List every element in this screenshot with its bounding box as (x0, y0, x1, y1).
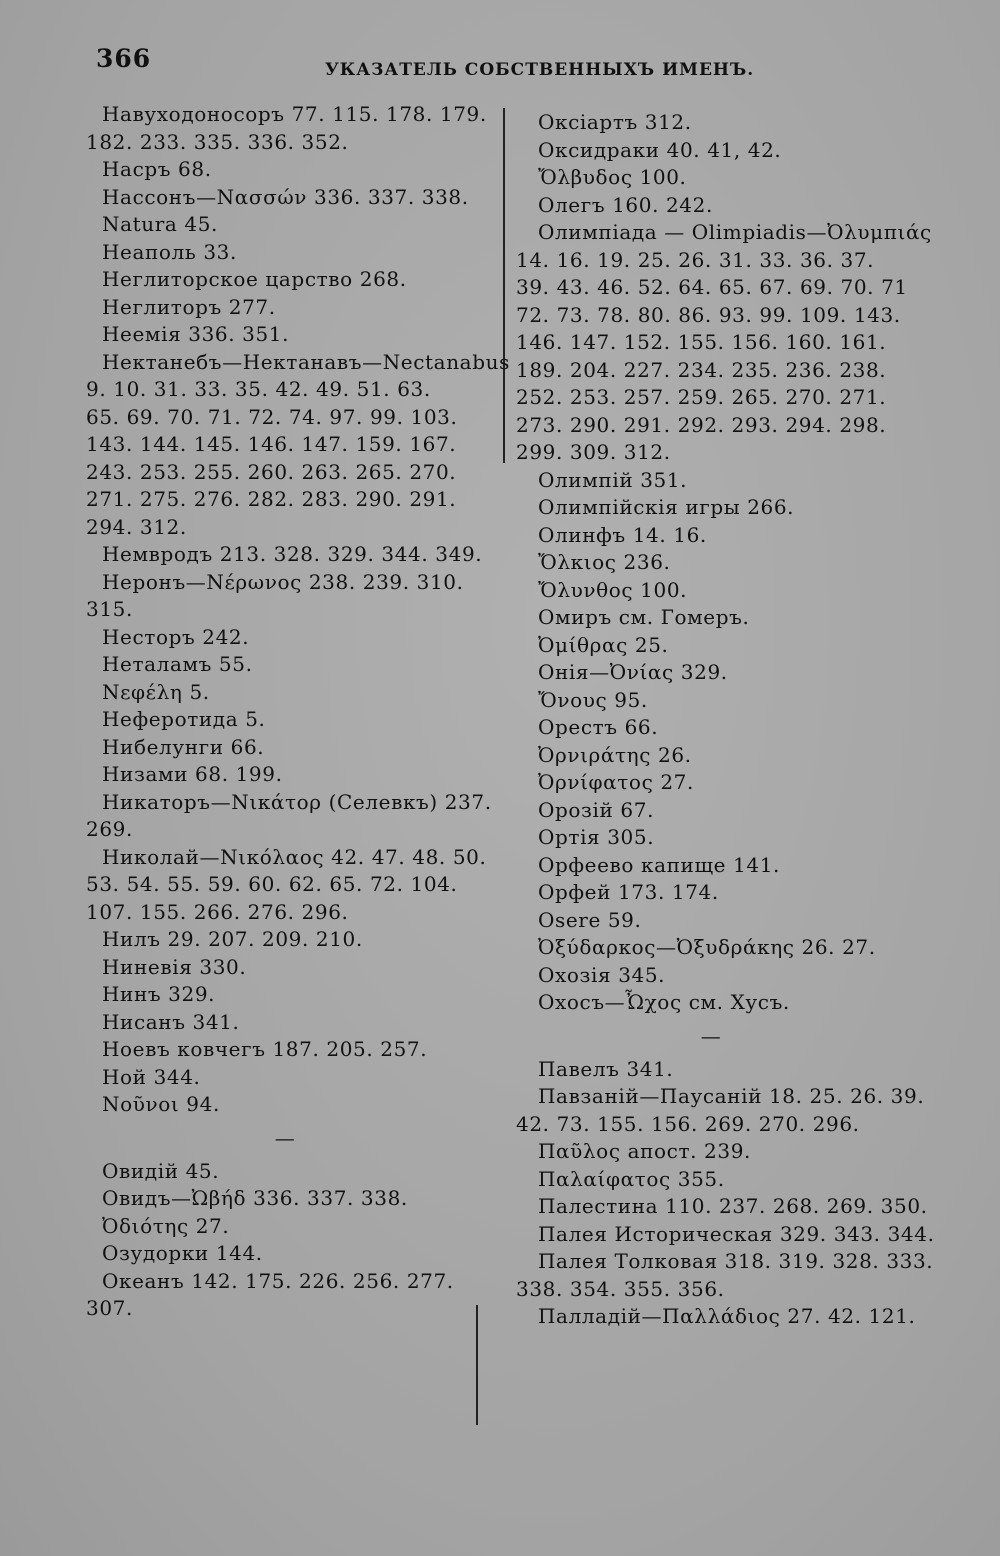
index-entry: Παῦλος апост. 239. (538, 1139, 751, 1163)
index-entry: Павелъ 341. (538, 1056, 674, 1081)
index-entry-continuation: 42. 73. 155. 156. 269. 270. 296. (516, 1111, 860, 1136)
index-entry: Ὄλκιος 236. (538, 550, 671, 574)
index-entry-continuation: 189. 204. 227. 234. 235. 236. 238. (516, 357, 887, 382)
index-entry: Омиръ см. Гомеръ. (538, 605, 750, 629)
index-entry: Палладій—Παλλάδιος 27. 42. 121. (538, 1304, 916, 1328)
index-entry: Олегъ 160. 242. (538, 192, 713, 217)
index-entry: Олимпіада — Olimpiadis—Ὀλυμπιάς (538, 220, 932, 244)
index-entry: Охосъ—Ὦχος см. Хусъ. (538, 990, 790, 1014)
index-entry-continuation: 14. 16. 19. 25. 26. 31. 33. 36. 37. (516, 247, 875, 272)
index-entry: Ὀξύδαρκος—Ὀξυδράκης 26. 27. (538, 935, 876, 959)
index-entry: Немвродъ 213. 328. 329. 344. 349. (102, 542, 483, 566)
index-entry: Олимпій 351. (538, 467, 688, 492)
index-entry: Ὀρνιράτης 26. (538, 742, 692, 767)
index-entry: Низами 68. 199. (102, 762, 283, 786)
index-entry: Неферотида 5. (102, 707, 266, 731)
index-entry: Ὄλυνθος 100. (538, 577, 688, 602)
index-entry: Ὀδιότης 27. (102, 1213, 230, 1238)
index-entry: Олинфъ 14. 16. (538, 522, 707, 547)
index-entry: Онія—Ὀνίας 329. (538, 660, 728, 684)
index-entry: Орфей 173. 174. (538, 880, 719, 904)
column-rule-lower (476, 1305, 478, 1425)
index-entry-continuation: 273. 290. 291. 292. 293. 294. 298. (516, 412, 887, 437)
index-entry: Овидъ—Ὠβήδ 336. 337. 338. (102, 1186, 408, 1210)
section-separator: — (700, 1023, 722, 1048)
index-entry: Неронъ—Νέρωνος 238. 239. 310. (102, 569, 464, 594)
index-entry: Оксіартъ 312. (538, 110, 692, 134)
index-entry: Озудорки 144. (102, 1241, 263, 1265)
index-entry-continuation: 294. 312. (86, 514, 187, 539)
index-entry-continuation: 72. 73. 78. 80. 86. 93. 99. 109. 143. (516, 302, 901, 327)
index-entry: Олимпійскія игры 266. (538, 495, 795, 519)
index-entry: Ной 344. (102, 1064, 201, 1089)
index-entry: Ὄλβυδος 100. (538, 165, 687, 189)
section-separator: — (274, 1125, 296, 1150)
index-entry: Νεφέλη 5. (102, 679, 210, 704)
index-entry-continuation: 146. 147. 152. 155. 156. 160. 161. (516, 330, 887, 354)
index-entry-continuation: 307. (86, 1296, 133, 1320)
index-entry: Ὀρνίφατος 27. (538, 770, 694, 794)
index-entry-continuation: 315. (86, 597, 133, 621)
index-entry: Никаторъ—Νικάτορ (Селевкъ) 237. (102, 789, 492, 814)
index-entry: Орфеево капище 141. (538, 852, 780, 877)
index-entry-continuation: 243. 253. 255. 260. 263. 265. 270. (86, 459, 457, 484)
index-entry: Неглиторъ 277. (102, 294, 276, 319)
index-entry-continuation: 299. 309. 312. (516, 440, 671, 464)
page-number: 366 (96, 44, 152, 73)
index-entry-continuation: 338. 354. 355. 356. (516, 1276, 725, 1301)
index-entry-continuation: 53. 54. 55. 59. 60. 62. 65. 72. 104. (86, 872, 458, 896)
index-entry: Океанъ 142. 175. 226. 256. 277. (102, 1268, 454, 1293)
index-entry: Неталамъ 55. (102, 652, 253, 676)
index-entry: Палея Историческая 329. 343. 344. (538, 1221, 935, 1246)
index-entry: Нибелунги 66. (102, 734, 265, 759)
index-entry: Палея Толковая 318. 319. 328. 333. (538, 1249, 934, 1273)
index-entry: Неглиторское царство 268. (102, 267, 407, 291)
index-entry: Насръ 68. (102, 157, 212, 181)
index-entry: Орестъ 66. (538, 715, 659, 739)
index-entry-continuation: 182. 233. 335. 336. 352. (86, 129, 349, 154)
index-entry: Ортія 305. (538, 825, 655, 849)
index-entry-continuation: 39. 43. 46. 52. 64. 65. 67. 69. 70. 71 (516, 275, 908, 299)
index-entry: Natura 45. (102, 212, 218, 236)
index-entry: Нинъ 329. (102, 982, 216, 1006)
index-entry-continuation: 143. 144. 145. 146. 147. 159. 167. (86, 432, 457, 456)
index-entry-continuation: 252. 253. 257. 259. 265. 270. 271. (516, 385, 887, 409)
column-rule-upper (503, 108, 505, 463)
index-entry-continuation: 9. 10. 31. 33. 35. 42. 49. 51. 63. (86, 377, 431, 401)
index-entry: Osere 59. (538, 907, 642, 932)
index-entry: Овидій 45. (102, 1158, 220, 1183)
index-entry: Неемія 336. 351. (102, 322, 290, 346)
index-entry: Навуходоносоръ 77. 115. 178. 179. (102, 102, 487, 126)
index-entry: Николай—Νικόλαος 42. 47. 48. 50. (102, 844, 487, 869)
index-entry: Нисанъ 341. (102, 1009, 240, 1034)
index-entry: Орозій 67. (538, 797, 655, 822)
index-entry: Павзаній—Паусаній 18. 25. 26. 39. (538, 1084, 925, 1108)
index-entry-continuation: 269. (86, 817, 133, 841)
index-entry-continuation: 107. 155. 266. 276. 296. (86, 899, 349, 924)
index-entry: Несторъ 242. (102, 624, 250, 649)
index-entry: Нилъ 29. 207. 209. 210. (102, 927, 363, 951)
index-entry-continuation: 65. 69. 70. 71. 72. 74. 97. 99. 103. (86, 404, 458, 429)
index-entry-continuation: 271. 275. 276. 282. 283. 290. 291. (86, 487, 457, 511)
index-entry: Νοῦνοι 94. (102, 1092, 220, 1116)
index-entry: Оксидраки 40. 41, 42. (538, 137, 782, 162)
index-entry: Нектанебъ—Нектанавъ—Nectanabus (102, 349, 510, 374)
index-column-right (512, 109, 935, 1331)
index-entry: Ὀμίθρας 25. (538, 632, 669, 657)
index-entry: Ниневія 330. (102, 954, 247, 979)
index-entry: Ὄνους 95. (538, 687, 648, 712)
running-title: УКАЗАТЕЛЬ СОБСТВЕННЫХЪ ИМЕНЪ. (325, 60, 755, 80)
index-entry: Неаполь 33. (102, 239, 237, 264)
index-entry: Нассонъ—Νασσών 336. 337. 338. (102, 184, 469, 209)
index-entry: Παλαίφατος 355. (538, 1166, 725, 1191)
index-entry: Палестина 110. 237. 268. 269. 350. (538, 1194, 928, 1218)
index-entry: Ноевъ ковчегъ 187. 205. 257. (102, 1037, 428, 1061)
index-column-left (80, 101, 510, 1323)
index-entry: Охозія 345. (538, 962, 666, 987)
